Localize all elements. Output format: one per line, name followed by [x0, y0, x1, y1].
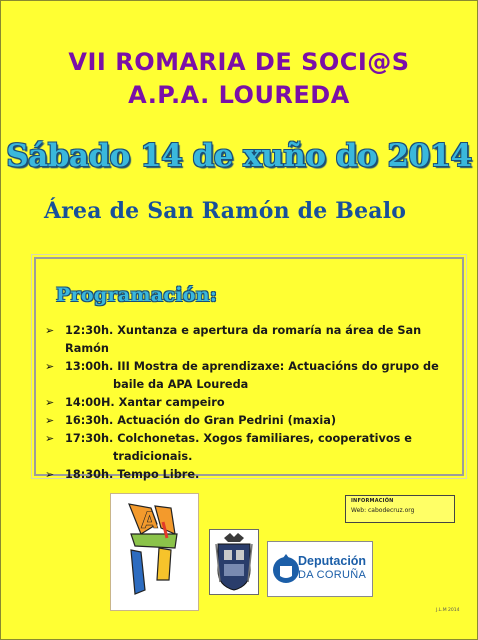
info-title: INFORMACIÓN: [351, 498, 394, 504]
program-item: [45, 322, 463, 358]
program-item-text: 17:30h. Colchonetas. Xogos familiares, cooperativos e: [65, 432, 412, 445]
deputacion-emblem-icon: [271, 544, 301, 598]
program-item-text: 18:30h. Tempo Libre.: [65, 468, 200, 481]
arrow-bullet-icon: ➢: [45, 396, 55, 409]
program-item: [45, 394, 463, 412]
program-item-text: 12:30h. Xuntanza e apertura da romaría na área de San Ramón: [65, 324, 422, 355]
event-title: VII ROMARIA DE SOCI@S: [68, 48, 410, 76]
program-item-continuation: tradicionais.: [113, 450, 193, 463]
program-box: [34, 257, 464, 481]
municipal-crest-logo: [209, 529, 259, 595]
program-item: [45, 412, 463, 430]
program-item-text: 14:00H. Xantar campeiro: [65, 396, 225, 409]
deputacion-name: Deputación: [298, 554, 367, 568]
program-item: [45, 430, 463, 466]
event-date: Sábado 14 de xuño do 2014: [6, 138, 472, 174]
arrow-bullet-icon: ➢: [45, 414, 55, 427]
apa-logo-letter: A: [141, 509, 159, 534]
crest-shield-icon: [210, 530, 258, 594]
arrow-bullet-icon: ➢: [45, 360, 55, 373]
author-signature: J.L.M 2014: [436, 608, 460, 613]
program-list: [45, 322, 463, 484]
apa-logo-drawing: [111, 494, 198, 610]
program-item: [45, 466, 463, 484]
deputacion-coruna-logo: [267, 541, 373, 597]
info-website[interactable]: Web: cabodecruz.org: [351, 507, 415, 514]
program-item: [45, 358, 463, 394]
program-item-text: 13:00h. III Mostra de aprendizaxe: Actuacións do grupo de: [65, 360, 439, 373]
organizer-title: A.P.A. LOUREDA: [128, 81, 350, 109]
event-venue: Área de San Ramón de Bealo: [44, 198, 407, 224]
deputacion-province: DA CORUÑA: [298, 569, 367, 581]
program-item-text: 16:30h. Actuación do Gran Pedrini (maxia): [65, 414, 337, 427]
program-heading: Programación:: [56, 284, 218, 306]
deputacion-text: [298, 554, 366, 581]
arrow-bullet-icon: ➢: [45, 324, 55, 337]
apa-loureda-logo: [110, 493, 199, 611]
arrow-bullet-icon: ➢: [45, 432, 55, 445]
info-box: [345, 495, 455, 523]
arrow-bullet-icon: ➢: [45, 468, 55, 481]
program-item-continuation: baile da APA Loureda: [113, 378, 249, 391]
